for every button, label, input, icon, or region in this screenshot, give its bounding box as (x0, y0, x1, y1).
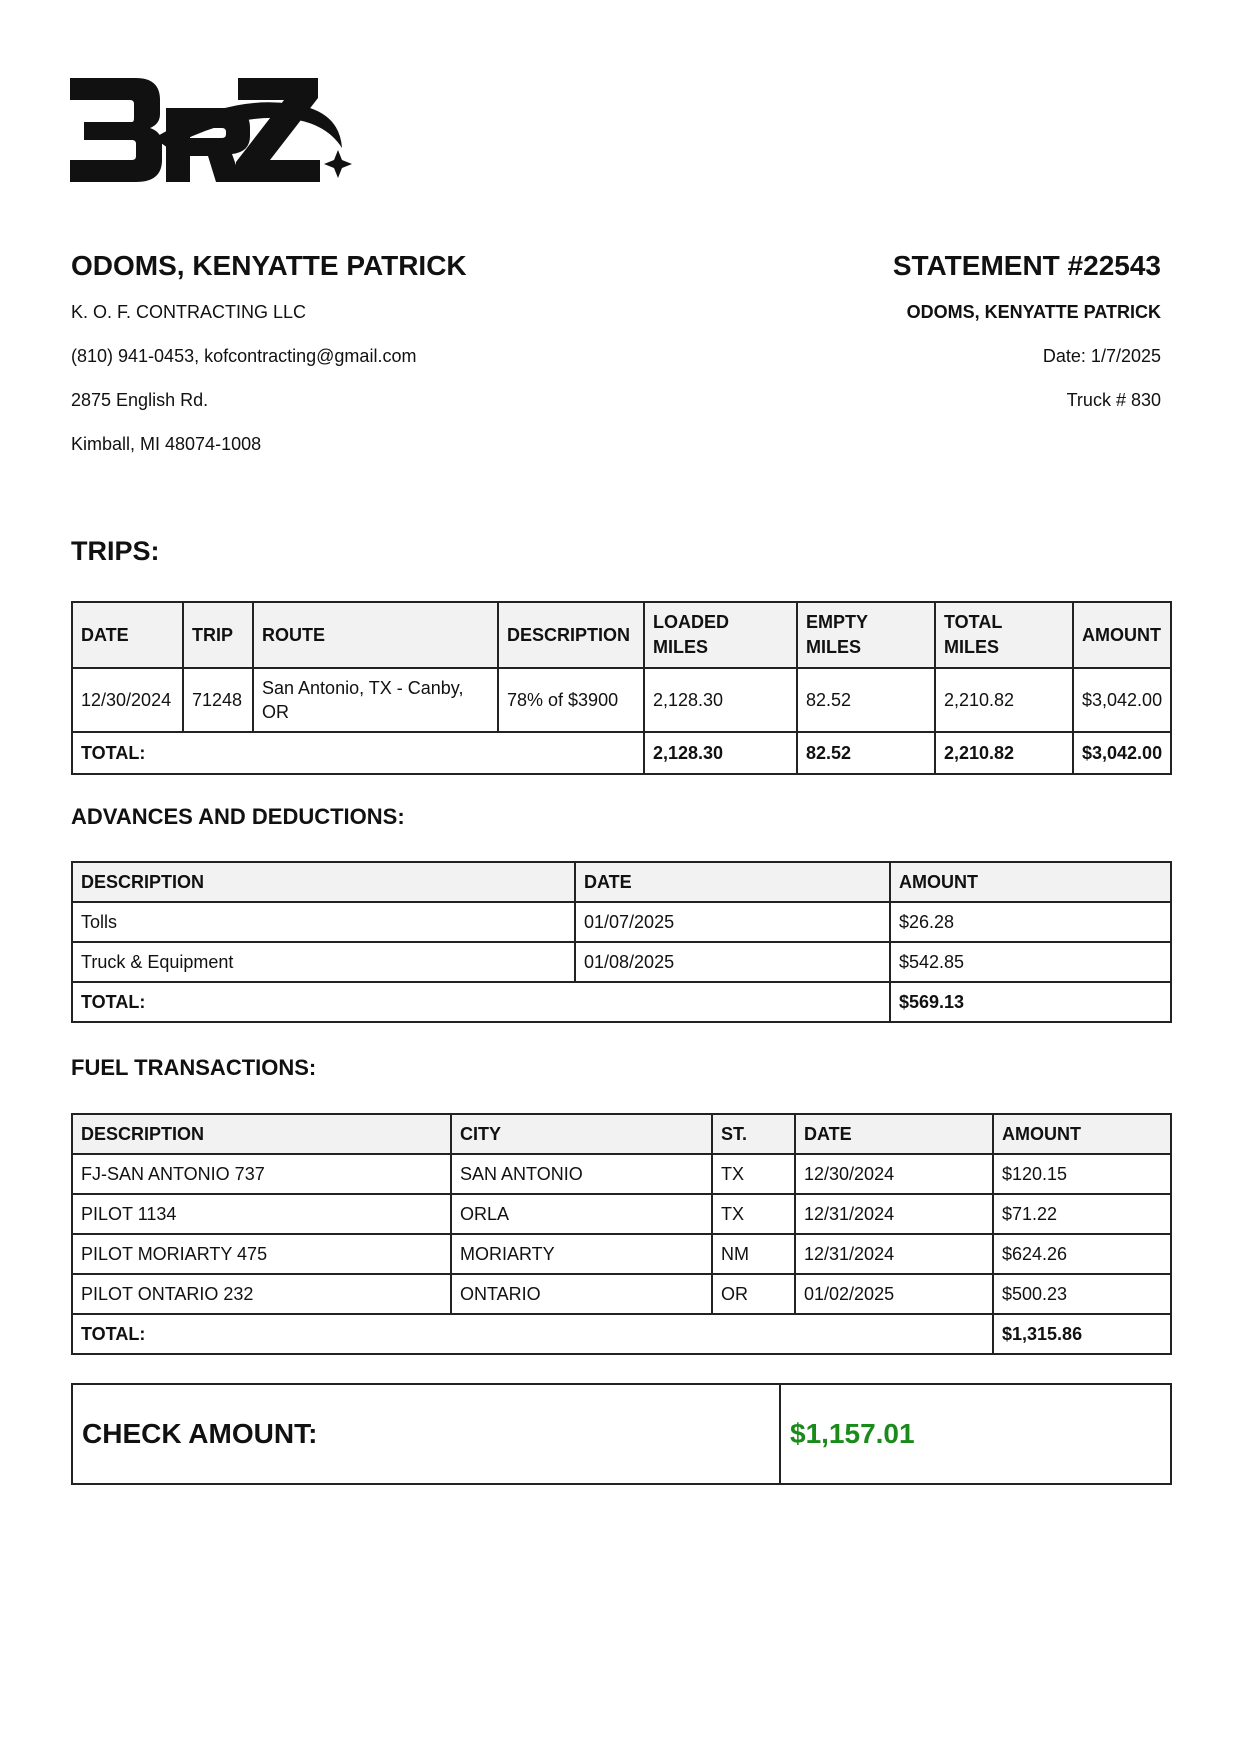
fuel-state: TX (712, 1194, 795, 1234)
statement-date: Date: 1/7/2025 (1042, 346, 1161, 366)
trip-route: San Antonio, TX - Canby, OR (253, 668, 498, 732)
fuel-description: PILOT MORIARTY 475 (72, 1234, 451, 1274)
col-date: DATE (575, 862, 890, 902)
col-total-miles (935, 602, 1073, 668)
col-city: CITY (451, 1114, 712, 1154)
fuel-description: PILOT ONTARIO 232 (72, 1274, 451, 1314)
table-header-row (72, 1114, 1171, 1154)
col-empty-label-2: MILES (806, 637, 862, 657)
col-loaded-miles (644, 602, 797, 668)
truck-number: Truck # 830 (1066, 390, 1161, 410)
total-amount: $3,042.00 (1073, 732, 1171, 774)
advance-date: 01/08/2025 (575, 942, 890, 982)
total-label: TOTAL: (72, 982, 890, 1022)
driver-info (71, 250, 631, 475)
statement-driver-name: ODOMS, KENYATTE PATRICK (906, 302, 1161, 322)
col-amount: AMOUNT (993, 1114, 1171, 1154)
fuel-amount: $120.15 (993, 1154, 1171, 1194)
table-total-row (72, 1314, 1171, 1354)
fuel-city: ONTARIO (451, 1274, 712, 1314)
col-description: DESCRIPTION (72, 1114, 451, 1154)
trip-empty-miles: 82.52 (797, 668, 935, 732)
table-row (72, 942, 1171, 982)
table-row (72, 1274, 1171, 1314)
fuel-city: MORIARTY (451, 1234, 712, 1274)
total-amount: $569.13 (890, 982, 1171, 1022)
total-loaded-miles: 2,128.30 (644, 732, 797, 774)
fuel-city: SAN ANTONIO (451, 1154, 712, 1194)
fuel-state: NM (712, 1234, 795, 1274)
trips-heading: TRIPS: (71, 536, 160, 566)
col-date: DATE (72, 602, 183, 668)
trip-number: 71248 (183, 668, 253, 732)
fuel-state: TX (712, 1154, 795, 1194)
table-total-row (72, 732, 1171, 774)
trip-amount: $3,042.00 (1073, 668, 1171, 732)
fuel-amount: $500.23 (993, 1274, 1171, 1314)
table-row (72, 1234, 1171, 1274)
col-total-label-2: MILES (944, 637, 1000, 657)
col-total-label-1: TOTAL (944, 612, 1003, 632)
check-amount-box (71, 1383, 1172, 1485)
col-route: ROUTE (253, 602, 498, 668)
address-line-1: 2875 English Rd. (71, 390, 209, 410)
advance-amount: $26.28 (890, 902, 1171, 942)
fuel-table (71, 1113, 1172, 1355)
contact-info: (810) 941-0453, kofcontracting@gmail.com (71, 346, 417, 366)
address-line-2: Kimball, MI 48074-1008 (71, 434, 262, 454)
statement-info (701, 250, 1161, 431)
col-description: DESCRIPTION (498, 602, 644, 668)
brz-logo (70, 78, 385, 193)
fuel-city: ORLA (451, 1194, 712, 1234)
check-amount-label: CHECK AMOUNT: (72, 1384, 780, 1484)
fuel-description: FJ-SAN ANTONIO 737 (72, 1154, 451, 1194)
fuel-heading: FUEL TRANSACTIONS: (71, 1055, 317, 1080)
col-trip: TRIP (183, 602, 253, 668)
col-empty-label-1: EMPTY (806, 612, 869, 632)
table-row (72, 1194, 1171, 1234)
col-empty-miles (797, 602, 935, 668)
col-state: ST. (712, 1114, 795, 1154)
advance-amount: $542.85 (890, 942, 1171, 982)
check-amount-row (72, 1384, 1171, 1484)
advance-description: Truck & Equipment (72, 942, 575, 982)
table-row (72, 1154, 1171, 1194)
trip-loaded-miles: 2,128.30 (644, 668, 797, 732)
advances-table (71, 861, 1172, 1023)
col-loaded-label-1: LOADED (653, 612, 729, 632)
fuel-amount: $71.22 (993, 1194, 1171, 1234)
total-total-miles: 2,210.82 (935, 732, 1073, 774)
fuel-state: OR (712, 1274, 795, 1314)
col-description: DESCRIPTION (72, 862, 575, 902)
total-amount: $1,315.86 (993, 1314, 1171, 1354)
check-amount-value: $1,157.01 (780, 1384, 1171, 1484)
fuel-date: 12/31/2024 (795, 1234, 993, 1274)
table-total-row (72, 982, 1171, 1022)
company-name: K. O. F. CONTRACTING LLC (71, 302, 307, 322)
advance-date: 01/07/2025 (575, 902, 890, 942)
trip-description: 78% of $3900 (498, 668, 644, 732)
fuel-date: 12/30/2024 (795, 1154, 993, 1194)
trip-total-miles: 2,210.82 (935, 668, 1073, 732)
trip-date: 12/30/2024 (72, 668, 183, 732)
total-label: TOTAL: (72, 732, 644, 774)
col-amount: AMOUNT (890, 862, 1171, 902)
table-header-row (72, 602, 1171, 668)
col-amount: AMOUNT (1073, 602, 1171, 668)
table-header-row (72, 862, 1171, 902)
advance-description: Tolls (72, 902, 575, 942)
fuel-amount: $624.26 (993, 1234, 1171, 1274)
trips-table (71, 601, 1172, 775)
advances-heading: ADVANCES AND DEDUCTIONS: (71, 804, 405, 829)
fuel-description: PILOT 1134 (72, 1194, 451, 1234)
total-empty-miles: 82.52 (797, 732, 935, 774)
driver-name: ODOMS, KENYATTE PATRICK (71, 250, 467, 281)
total-label: TOTAL: (72, 1314, 993, 1354)
statement-title: STATEMENT #22543 (892, 250, 1161, 281)
fuel-date: 01/02/2025 (795, 1274, 993, 1314)
table-row (72, 902, 1171, 942)
fuel-date: 12/31/2024 (795, 1194, 993, 1234)
col-date: DATE (795, 1114, 993, 1154)
col-loaded-label-2: MILES (653, 637, 709, 657)
table-row (72, 668, 1171, 732)
